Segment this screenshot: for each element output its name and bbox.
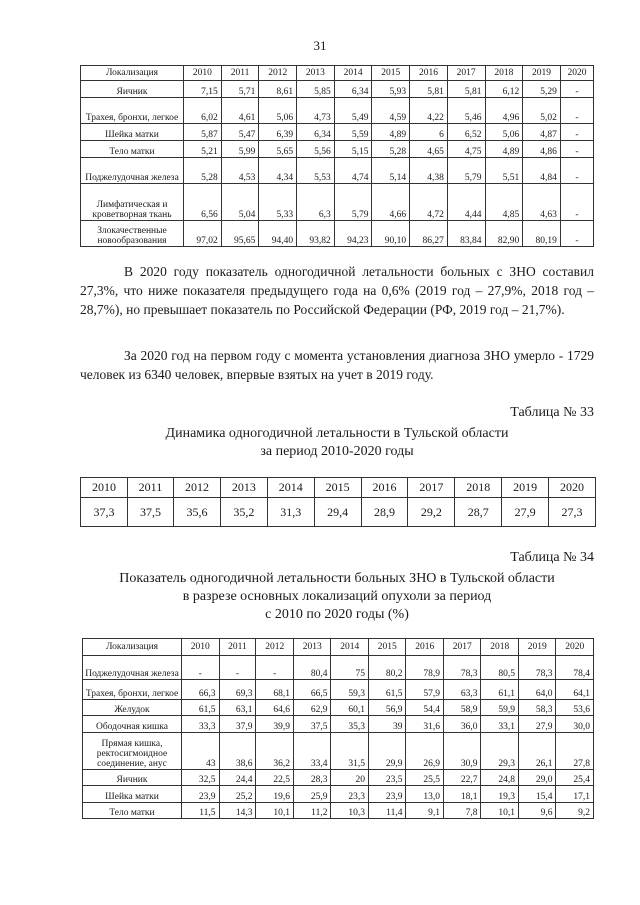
table-values-row [81, 498, 596, 527]
cell-value: 11,5 [182, 803, 220, 819]
row-label: Поджелудочная железа [81, 158, 184, 184]
cell-value: 4,38 [410, 158, 448, 184]
table-row [81, 221, 594, 247]
cell-value: 4,65 [410, 141, 448, 158]
cell-value: 66,5 [293, 680, 331, 700]
column-header-year: 2016 [410, 66, 448, 81]
column-header-year: 2013 [297, 66, 335, 81]
table-years-row [81, 478, 596, 498]
table-33-title-line2: за период 2010-2020 годы [260, 444, 414, 459]
cell-value: 22,7 [443, 770, 481, 786]
cell-value: 5,59 [334, 124, 372, 141]
table-34-title-line2: в разрезе основных локализаций опухоли за период [182, 589, 492, 604]
value-cell: 28,9 [361, 498, 408, 527]
cell-value: 59,3 [331, 680, 369, 700]
table-34-lethality-by-localization [82, 638, 594, 819]
cell-value: 80,4 [293, 656, 331, 680]
table-row [83, 770, 594, 786]
row-label: Тело матки [83, 803, 182, 819]
cell-value: 68,1 [256, 680, 294, 700]
year-cell: 2014 [267, 478, 314, 498]
cell-value: 63,1 [219, 700, 256, 716]
column-header-year: 2012 [259, 66, 297, 81]
column-header-year: 2017 [447, 66, 485, 81]
cell-value: 24,4 [219, 770, 256, 786]
cell-value: - [182, 656, 220, 680]
cell-value: 5,53 [297, 158, 335, 184]
cell-value: 5,81 [447, 81, 485, 98]
value-cell: 27,3 [549, 498, 596, 527]
cell-value: 4,75 [447, 141, 485, 158]
cell-value: 5,15 [334, 141, 372, 158]
cell-value: 4,66 [372, 184, 410, 221]
table-row [83, 716, 594, 733]
column-header-year: 2020 [560, 66, 593, 81]
cell-value: 75 [331, 656, 369, 680]
cell-value: 82,90 [485, 221, 523, 247]
value-cell: 27,9 [502, 498, 549, 527]
table-33-number: Таблица № 33 [510, 405, 594, 420]
cell-value: 64,1 [556, 680, 594, 700]
column-header-year: 2010 [182, 639, 220, 656]
table-34-number: Таблица № 34 [510, 550, 594, 565]
cell-value: 6,39 [259, 124, 297, 141]
cell-value: 56,9 [368, 700, 406, 716]
cell-value: 5,06 [485, 124, 523, 141]
cell-value: 9,6 [518, 803, 556, 819]
cell-value: 58,3 [518, 700, 556, 716]
cell-value: 4,61 [221, 98, 259, 124]
cell-value: 25,9 [293, 786, 331, 803]
cell-value: 23,9 [182, 786, 220, 803]
row-label: Желудок [83, 700, 182, 716]
page-number: 31 [313, 38, 327, 53]
cell-value: 6,34 [297, 124, 335, 141]
cell-value: 4,74 [334, 158, 372, 184]
table-header-row [81, 66, 594, 81]
cell-value: 57,9 [406, 680, 444, 700]
paragraph-deaths-count: За 2020 год на первом году с момента установления диагноза ЗНО умерло - 1729 человек из 6340 человек, впервые взятых на учет в 2019 году. [80, 348, 594, 382]
cell-value: 39 [368, 716, 406, 733]
cell-value: 5,28 [184, 158, 222, 184]
cell-value: 59,9 [481, 700, 519, 716]
year-cell: 2010 [81, 478, 128, 498]
cell-value: 30,0 [556, 716, 594, 733]
cell-value: 6,3 [297, 184, 335, 221]
cell-value: 13,0 [406, 786, 444, 803]
table-lethality-by-localization-part [80, 65, 594, 247]
table-row [81, 124, 594, 141]
cell-value: 5,99 [221, 141, 259, 158]
cell-value: - [560, 184, 593, 221]
cell-value: 94,40 [259, 221, 297, 247]
year-cell: 2020 [549, 478, 596, 498]
cell-value: 5,51 [485, 158, 523, 184]
year-cell: 2013 [220, 478, 267, 498]
cell-value: 35,3 [331, 716, 369, 733]
table-33-title-line1: Динамика одногодичной летальности в Тульской области [165, 426, 509, 441]
cell-value: - [560, 141, 593, 158]
cell-value: 24,8 [481, 770, 519, 786]
cell-value: 5,46 [447, 98, 485, 124]
cell-value: 53,6 [556, 700, 594, 716]
cell-value: 6,02 [184, 98, 222, 124]
row-label: Шейка матки [83, 786, 182, 803]
year-cell: 2019 [502, 478, 549, 498]
cell-value: 39,9 [256, 716, 294, 733]
cell-value: 37,5 [293, 716, 331, 733]
column-header-year: 2018 [481, 639, 519, 656]
column-header-year: 2019 [523, 66, 561, 81]
cell-value: 94,23 [334, 221, 372, 247]
row-label: Ободочная кишка [83, 716, 182, 733]
cell-value: 95,65 [221, 221, 259, 247]
cell-value: 10,3 [331, 803, 369, 819]
cell-value: 26,9 [406, 733, 444, 770]
cell-value: 64,6 [256, 700, 294, 716]
cell-value: 9,1 [406, 803, 444, 819]
row-label: Шейка матки [81, 124, 184, 141]
cell-value: 37,9 [219, 716, 256, 733]
cell-value: 5,29 [523, 81, 561, 98]
column-header-year: 2017 [443, 639, 481, 656]
cell-value: 97,02 [184, 221, 222, 247]
cell-value: 10,1 [481, 803, 519, 819]
cell-value: 29,9 [368, 733, 406, 770]
table-row [81, 184, 594, 221]
cell-value: 60,1 [331, 700, 369, 716]
column-header-year: 2010 [184, 66, 222, 81]
cell-value: 4,89 [485, 141, 523, 158]
row-label: Яичник [81, 81, 184, 98]
cell-value: 14,3 [219, 803, 256, 819]
cell-value: 4,89 [372, 124, 410, 141]
cell-value: 23,9 [368, 786, 406, 803]
year-cell: 2011 [127, 478, 173, 498]
cell-value: - [560, 98, 593, 124]
column-header-year: 2014 [331, 639, 369, 656]
table-row [81, 141, 594, 158]
value-cell: 35,2 [220, 498, 267, 527]
cell-value: 5,81 [410, 81, 448, 98]
row-label: Поджелудочная железа [83, 656, 182, 680]
year-cell: 2017 [408, 478, 455, 498]
cell-value: 25,5 [406, 770, 444, 786]
cell-value: 5,33 [259, 184, 297, 221]
cell-value: 31,5 [331, 733, 369, 770]
cell-value: 90,10 [372, 221, 410, 247]
cell-value: 5,47 [221, 124, 259, 141]
cell-value: 6,56 [184, 184, 222, 221]
cell-value: 5,04 [221, 184, 259, 221]
cell-value: 36,2 [256, 733, 294, 770]
cell-value: 61,5 [182, 700, 220, 716]
cell-value: 5,49 [334, 98, 372, 124]
cell-value: 5,79 [447, 158, 485, 184]
column-header-year: 2014 [334, 66, 372, 81]
column-header-year: 2015 [368, 639, 406, 656]
cell-value: 25,4 [556, 770, 594, 786]
cell-value: 4,63 [523, 184, 561, 221]
cell-value: 54,4 [406, 700, 444, 716]
cell-value: 10,1 [256, 803, 294, 819]
table-row [83, 786, 594, 803]
table-row [83, 803, 594, 819]
column-header-year: 2013 [293, 639, 331, 656]
value-cell: 29,4 [314, 498, 361, 527]
cell-value: 43 [182, 733, 220, 770]
cell-value: 4,72 [410, 184, 448, 221]
cell-value: - [560, 124, 593, 141]
cell-value: 25,2 [219, 786, 256, 803]
cell-value: 23,5 [368, 770, 406, 786]
cell-value: 4,84 [523, 158, 561, 184]
value-cell: 37,5 [127, 498, 173, 527]
row-label: Прямая кишка, ректосигмоидное соединение, анус [83, 733, 182, 770]
cell-value: 11,2 [293, 803, 331, 819]
table-row [83, 733, 594, 770]
cell-value: 38,6 [219, 733, 256, 770]
cell-value: 33,3 [182, 716, 220, 733]
value-cell: 37,3 [81, 498, 128, 527]
cell-value: 78,9 [406, 656, 444, 680]
cell-value: 33,1 [481, 716, 519, 733]
year-cell: 2015 [314, 478, 361, 498]
cell-value: 19,6 [256, 786, 294, 803]
column-header-year: 2019 [518, 639, 556, 656]
cell-value: 83,84 [447, 221, 485, 247]
row-label: Тело матки [81, 141, 184, 158]
cell-value: 28,3 [293, 770, 331, 786]
cell-value: 19,3 [481, 786, 519, 803]
cell-value: 63,3 [443, 680, 481, 700]
value-cell: 35,6 [174, 498, 221, 527]
cell-value: 58,9 [443, 700, 481, 716]
cell-value: - [560, 81, 593, 98]
cell-value: 4,87 [523, 124, 561, 141]
cell-value: 33,4 [293, 733, 331, 770]
cell-value: 4,73 [297, 98, 335, 124]
column-header-year: 2020 [556, 639, 594, 656]
table-row [83, 680, 594, 700]
cell-value: 26,1 [518, 733, 556, 770]
table-row [81, 81, 594, 98]
cell-value: 5,87 [184, 124, 222, 141]
cell-value: 61,1 [481, 680, 519, 700]
cell-value: 5,14 [372, 158, 410, 184]
year-cell: 2016 [361, 478, 408, 498]
cell-value: 5,06 [259, 98, 297, 124]
cell-value: 69,3 [219, 680, 256, 700]
cell-value: 5,65 [259, 141, 297, 158]
cell-value: 27,8 [556, 733, 594, 770]
cell-value: 32,5 [182, 770, 220, 786]
column-header-localization: Локализация [83, 639, 182, 656]
cell-value: - [560, 158, 593, 184]
cell-value: 5,93 [372, 81, 410, 98]
value-cell: 28,7 [455, 498, 502, 527]
row-label: Злокачественные новообразования [81, 221, 184, 247]
cell-value: 64,0 [518, 680, 556, 700]
cell-value: 15,4 [518, 786, 556, 803]
value-cell: 31,3 [267, 498, 314, 527]
cell-value: 31,6 [406, 716, 444, 733]
table-row [81, 98, 594, 124]
cell-value: 23,3 [331, 786, 369, 803]
column-header-year: 2018 [485, 66, 523, 81]
cell-value: 5,85 [297, 81, 335, 98]
cell-value: 27,9 [518, 716, 556, 733]
cell-value: 29,3 [481, 733, 519, 770]
cell-value: 4,22 [410, 98, 448, 124]
table-33-lethality-dynamics [80, 477, 596, 527]
cell-value: 4,59 [372, 98, 410, 124]
cell-value: 5,28 [372, 141, 410, 158]
cell-value: - [560, 221, 593, 247]
row-label: Лимфатическая и кроветворная ткань [81, 184, 184, 221]
cell-value: 78,3 [518, 656, 556, 680]
paragraph-one-year-lethality: В 2020 году показатель одногодичной летальности больных с ЗНО составил 27,3%, что ниже показателя предыдущего года на 0,6% (2019 год – 27,9%, 2018 год – 28,7%), но превышает показатель по Российской Федерации (РФ, 2019 год – 21,7%). [80, 264, 594, 317]
cell-value: 11,4 [368, 803, 406, 819]
cell-value: 36,0 [443, 716, 481, 733]
cell-value: 5,56 [297, 141, 335, 158]
cell-value: 20 [331, 770, 369, 786]
table-row [83, 656, 594, 680]
table-header-row [83, 639, 594, 656]
cell-value: 61,5 [368, 680, 406, 700]
cell-value: 78,3 [443, 656, 481, 680]
table-34-title-line3: с 2010 по 2020 годы (%) [265, 607, 409, 622]
cell-value: 7,8 [443, 803, 481, 819]
cell-value: 6,34 [334, 81, 372, 98]
row-label: Яичник [83, 770, 182, 786]
value-cell: 29,2 [408, 498, 455, 527]
cell-value: 6 [410, 124, 448, 141]
cell-value: 4,44 [447, 184, 485, 221]
cell-value: 4,53 [221, 158, 259, 184]
year-cell: 2018 [455, 478, 502, 498]
cell-value: 6,12 [485, 81, 523, 98]
cell-value: 80,5 [481, 656, 519, 680]
cell-value: 6,52 [447, 124, 485, 141]
cell-value: 30,9 [443, 733, 481, 770]
cell-value: 4,85 [485, 184, 523, 221]
cell-value: 4,34 [259, 158, 297, 184]
cell-value: 29,0 [518, 770, 556, 786]
cell-value: 5,02 [523, 98, 561, 124]
cell-value: 8,61 [259, 81, 297, 98]
column-header-year: 2016 [406, 639, 444, 656]
column-header-year: 2015 [372, 66, 410, 81]
cell-value: 80,19 [523, 221, 561, 247]
cell-value: 4,96 [485, 98, 523, 124]
cell-value: 86,27 [410, 221, 448, 247]
cell-value: 93,82 [297, 221, 335, 247]
cell-value: 5,71 [221, 81, 259, 98]
cell-value: 62,9 [293, 700, 331, 716]
cell-value: 7,15 [184, 81, 222, 98]
cell-value: 80,2 [368, 656, 406, 680]
column-header-year: 2011 [219, 639, 256, 656]
column-header-localization: Локализация [81, 66, 184, 81]
cell-value: 9,2 [556, 803, 594, 819]
table-row [83, 700, 594, 716]
cell-value: 22,5 [256, 770, 294, 786]
cell-value: - [256, 656, 294, 680]
table-34-title-line1: Показатель одногодичной летальности больных ЗНО в Тульской области [119, 571, 555, 586]
column-header-year: 2012 [256, 639, 294, 656]
row-label: Трахея, бронхи, легкое [81, 98, 184, 124]
cell-value: 5,21 [184, 141, 222, 158]
year-cell: 2012 [174, 478, 221, 498]
cell-value: 66,3 [182, 680, 220, 700]
table-row [81, 158, 594, 184]
cell-value: 78,4 [556, 656, 594, 680]
cell-value: 18,1 [443, 786, 481, 803]
cell-value: 5,79 [334, 184, 372, 221]
cell-value: 17,1 [556, 786, 594, 803]
row-label: Трахея, бронхи, легкое [83, 680, 182, 700]
cell-value: 4,86 [523, 141, 561, 158]
cell-value: - [219, 656, 256, 680]
column-header-year: 2011 [221, 66, 259, 81]
